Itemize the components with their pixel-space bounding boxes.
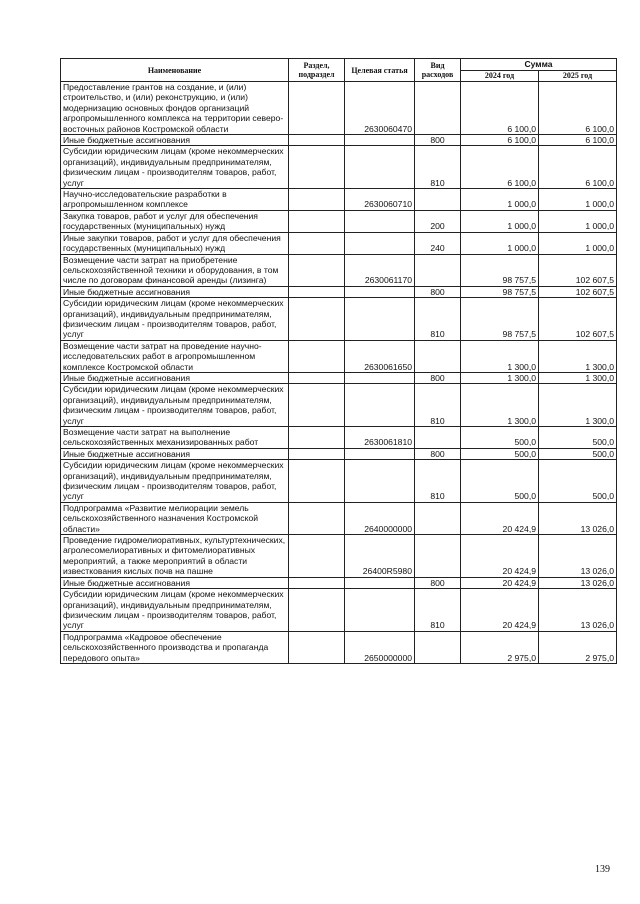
page-number: 139 bbox=[595, 864, 610, 875]
table-row bbox=[61, 427, 617, 449]
cell-name: Закупка товаров, работ и услуг для обеспечения государственных (муниципальных) нужд bbox=[61, 210, 289, 232]
cell-target bbox=[345, 577, 415, 588]
cell-y2025: 13 026,0 bbox=[539, 502, 617, 534]
cell-kind: 800 bbox=[415, 286, 461, 297]
cell-section bbox=[289, 384, 345, 427]
cell-section bbox=[289, 210, 345, 232]
table-row bbox=[61, 535, 617, 578]
cell-y2024: 1 300,0 bbox=[461, 340, 539, 372]
cell-y2025: 1 300,0 bbox=[539, 384, 617, 427]
cell-kind bbox=[415, 189, 461, 211]
cell-y2025: 1 300,0 bbox=[539, 340, 617, 372]
table-body bbox=[61, 82, 617, 664]
cell-kind: 800 bbox=[415, 577, 461, 588]
cell-target: 2630060470 bbox=[345, 82, 415, 135]
cell-target: 2630061810 bbox=[345, 427, 415, 449]
cell-y2025: 2 975,0 bbox=[539, 631, 617, 663]
cell-y2024: 6 100,0 bbox=[461, 82, 539, 135]
cell-y2024: 98 757,5 bbox=[461, 298, 539, 341]
cell-section bbox=[289, 286, 345, 297]
cell-target: 2630061650 bbox=[345, 340, 415, 372]
cell-y2025: 6 100,0 bbox=[539, 146, 617, 189]
header-year-2024: 2024 год bbox=[461, 70, 539, 82]
cell-name: Субсидии юридическим лицам (кроме некоммерческих организаций), индивидуальным предпринимателям, физическим лицам - производителям товаров, работ, услуг bbox=[61, 460, 289, 503]
cell-section bbox=[289, 82, 345, 135]
cell-y2025: 1 000,0 bbox=[539, 232, 617, 254]
cell-section bbox=[289, 631, 345, 663]
cell-name: Иные закупки товаров, работ и услуг для обеспечения государственных (муниципальных) нужд bbox=[61, 232, 289, 254]
cell-kind: 810 bbox=[415, 589, 461, 632]
cell-target bbox=[345, 135, 415, 146]
cell-y2024: 500,0 bbox=[461, 448, 539, 459]
cell-y2024: 6 100,0 bbox=[461, 135, 539, 146]
cell-y2025: 500,0 bbox=[539, 427, 617, 449]
cell-section bbox=[289, 135, 345, 146]
cell-y2025: 6 100,0 bbox=[539, 135, 617, 146]
cell-y2024: 6 100,0 bbox=[461, 146, 539, 189]
cell-target bbox=[345, 146, 415, 189]
header-section: Раздел, подраздел bbox=[289, 59, 345, 82]
cell-name: Иные бюджетные ассигнования bbox=[61, 135, 289, 146]
cell-y2025: 1 300,0 bbox=[539, 372, 617, 383]
cell-target: 2630061170 bbox=[345, 254, 415, 286]
cell-section bbox=[289, 254, 345, 286]
cell-target: 2650000000 bbox=[345, 631, 415, 663]
header-target: Целевая статья bbox=[345, 59, 415, 82]
cell-y2024: 500,0 bbox=[461, 460, 539, 503]
cell-target: 2630060710 bbox=[345, 189, 415, 211]
cell-kind: 810 bbox=[415, 298, 461, 341]
cell-name: Иные бюджетные ассигнования bbox=[61, 577, 289, 588]
cell-section bbox=[289, 189, 345, 211]
cell-section bbox=[289, 502, 345, 534]
cell-name: Проведение гидромелиоративных, культуртехнических, агролесомелиоративных и фитомелиоративных мероприятий, а также мероприятий в области известкования кислых почв на пашне bbox=[61, 535, 289, 578]
cell-y2024: 1 000,0 bbox=[461, 189, 539, 211]
table-row bbox=[61, 340, 617, 372]
cell-section bbox=[289, 577, 345, 588]
cell-section bbox=[289, 298, 345, 341]
cell-y2024: 20 424,9 bbox=[461, 502, 539, 534]
cell-section bbox=[289, 589, 345, 632]
cell-name: Иные бюджетные ассигнования bbox=[61, 372, 289, 383]
cell-target bbox=[345, 210, 415, 232]
header-kind: Вид расходов bbox=[415, 59, 461, 82]
cell-target bbox=[345, 460, 415, 503]
cell-name: Субсидии юридическим лицам (кроме некоммерческих организаций), индивидуальным предпринимателям, физическим лицам - производителям товаров, работ, услуг bbox=[61, 146, 289, 189]
table-row bbox=[61, 448, 617, 459]
cell-name: Возмещение части затрат на выполнение сельскохозяйственных механизированных работ bbox=[61, 427, 289, 449]
table-row bbox=[61, 82, 617, 135]
cell-kind: 810 bbox=[415, 384, 461, 427]
table-row bbox=[61, 189, 617, 211]
cell-y2025: 102 607,5 bbox=[539, 254, 617, 286]
cell-kind bbox=[415, 631, 461, 663]
table-row bbox=[61, 298, 617, 341]
cell-target bbox=[345, 286, 415, 297]
cell-name: Подпрограмма «Развитие мелиорации земель сельскохозяйственного назначения Костромской области» bbox=[61, 502, 289, 534]
cell-name: Подпрограмма «Кадровое обеспечение сельскохозяйственного производства и пропаганда передового опыта» bbox=[61, 631, 289, 663]
cell-target bbox=[345, 589, 415, 632]
cell-y2024: 20 424,9 bbox=[461, 535, 539, 578]
cell-name: Субсидии юридическим лицам (кроме некоммерческих организаций), индивидуальным предпринимателям, физическим лицам - производителям товаров, работ, услуг bbox=[61, 384, 289, 427]
cell-section bbox=[289, 372, 345, 383]
table-row bbox=[61, 286, 617, 297]
cell-target bbox=[345, 232, 415, 254]
table-row bbox=[61, 384, 617, 427]
cell-kind: 240 bbox=[415, 232, 461, 254]
cell-section bbox=[289, 146, 345, 189]
cell-name: Субсидии юридическим лицам (кроме некоммерческих организаций), индивидуальным предпринимателям, физическим лицам - производителям товаров, работ, услуг bbox=[61, 298, 289, 341]
cell-section bbox=[289, 232, 345, 254]
cell-name: Субсидии юридическим лицам (кроме некоммерческих организаций), индивидуальным предпринимателям, физическим лицам - производителям товаров, работ, услуг bbox=[61, 589, 289, 632]
cell-target bbox=[345, 448, 415, 459]
cell-section bbox=[289, 535, 345, 578]
cell-kind bbox=[415, 254, 461, 286]
cell-y2025: 13 026,0 bbox=[539, 589, 617, 632]
cell-target: 26400R5980 bbox=[345, 535, 415, 578]
table-row bbox=[61, 589, 617, 632]
cell-y2025: 13 026,0 bbox=[539, 535, 617, 578]
table-row bbox=[61, 460, 617, 503]
cell-name: Возмещение части затрат на проведение научно-исследовательских работ в агропромышленном комплексе Костромской области bbox=[61, 340, 289, 372]
cell-kind bbox=[415, 535, 461, 578]
cell-y2025: 500,0 bbox=[539, 460, 617, 503]
cell-name: Иные бюджетные ассигнования bbox=[61, 286, 289, 297]
cell-name: Возмещение части затрат на приобретение сельскохозяйственной техники и оборудования, в том числе по договорам финансовой аренды (лизинга) bbox=[61, 254, 289, 286]
cell-section bbox=[289, 340, 345, 372]
table-row bbox=[61, 502, 617, 534]
cell-kind bbox=[415, 340, 461, 372]
cell-y2024: 98 757,5 bbox=[461, 254, 539, 286]
cell-y2025: 13 026,0 bbox=[539, 577, 617, 588]
cell-kind bbox=[415, 427, 461, 449]
cell-y2024: 500,0 bbox=[461, 427, 539, 449]
cell-target bbox=[345, 384, 415, 427]
cell-y2025: 1 000,0 bbox=[539, 189, 617, 211]
cell-y2025: 6 100,0 bbox=[539, 82, 617, 135]
table-row bbox=[61, 577, 617, 588]
table-row bbox=[61, 631, 617, 663]
budget-table bbox=[60, 58, 617, 664]
cell-y2025: 500,0 bbox=[539, 448, 617, 459]
table-row bbox=[61, 146, 617, 189]
cell-y2024: 1 300,0 bbox=[461, 384, 539, 427]
cell-y2024: 1 000,0 bbox=[461, 232, 539, 254]
cell-y2024: 2 975,0 bbox=[461, 631, 539, 663]
table-row bbox=[61, 372, 617, 383]
header-sum: Сумма bbox=[461, 59, 617, 71]
cell-kind: 800 bbox=[415, 448, 461, 459]
cell-y2024: 98 757,5 bbox=[461, 286, 539, 297]
cell-section bbox=[289, 448, 345, 459]
cell-section bbox=[289, 460, 345, 503]
cell-kind bbox=[415, 502, 461, 534]
cell-name: Предоставление грантов на создание, и (или) строительство, и (или) реконструкцию, и (или) модернизацию основных фондов организаций агропромышленного комплекса на территории северо-восточных районов Костромской области bbox=[61, 82, 289, 135]
cell-y2025: 102 607,5 bbox=[539, 298, 617, 341]
cell-name: Иные бюджетные ассигнования bbox=[61, 448, 289, 459]
cell-target: 2640000000 bbox=[345, 502, 415, 534]
table-row bbox=[61, 254, 617, 286]
cell-kind: 800 bbox=[415, 372, 461, 383]
cell-kind: 810 bbox=[415, 460, 461, 503]
cell-kind bbox=[415, 82, 461, 135]
table-row bbox=[61, 232, 617, 254]
header-row-top bbox=[61, 59, 617, 71]
cell-kind: 200 bbox=[415, 210, 461, 232]
cell-y2024: 20 424,9 bbox=[461, 577, 539, 588]
table-row bbox=[61, 210, 617, 232]
header-year-2025: 2025 год bbox=[539, 70, 617, 82]
cell-y2025: 102 607,5 bbox=[539, 286, 617, 297]
cell-name: Научно-исследовательские разработки в агропромышленном комплексе bbox=[61, 189, 289, 211]
cell-kind: 810 bbox=[415, 146, 461, 189]
cell-y2024: 20 424,9 bbox=[461, 589, 539, 632]
cell-y2024: 1 300,0 bbox=[461, 372, 539, 383]
cell-target bbox=[345, 372, 415, 383]
table-row bbox=[61, 135, 617, 146]
cell-target bbox=[345, 298, 415, 341]
cell-section bbox=[289, 427, 345, 449]
cell-y2025: 1 000,0 bbox=[539, 210, 617, 232]
cell-kind: 800 bbox=[415, 135, 461, 146]
header-name: Наименование bbox=[61, 59, 289, 82]
cell-y2024: 1 000,0 bbox=[461, 210, 539, 232]
